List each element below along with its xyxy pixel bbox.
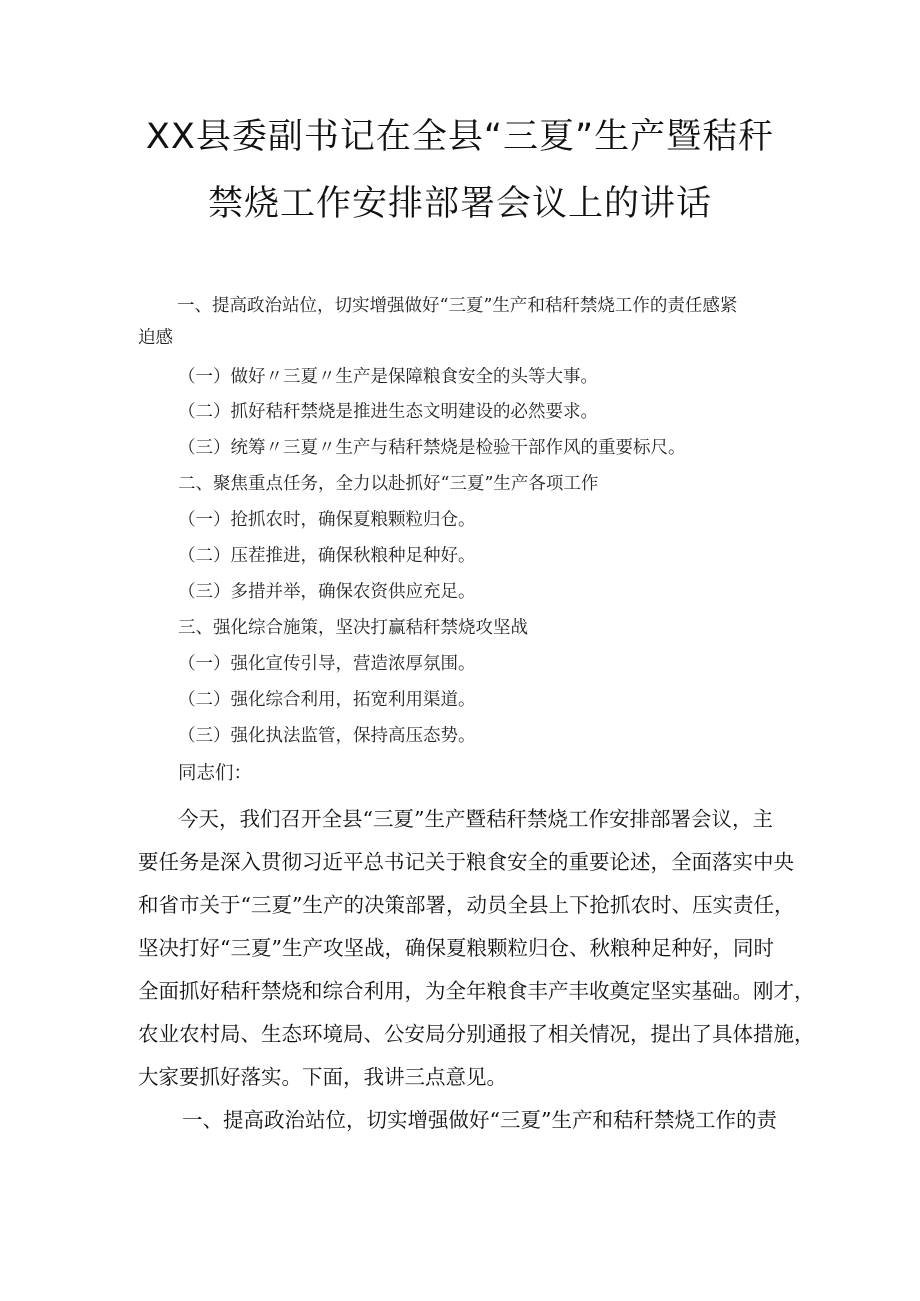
outline-section-3-item-3: （三）强化执法监管，保持高压态势。 xyxy=(178,726,476,746)
document-title-line-1: XX县委副书记在全县“三夏”生产暨秸秆 xyxy=(145,117,775,157)
outline-section-1-item-1: （一）做好〃三夏〃生产是保障粮食安全的头等大事。 xyxy=(178,367,598,387)
speech-paragraph-1-line-3: 和省市关于“三夏”生产的决策部署，动员全县上下抢抓农时、压实责任， xyxy=(138,893,795,917)
speech-paragraph-1-line-5: 全面抓好秸秆禁烧和综合利用，为全年粮食丰产丰收奠定坚实基础。刚才， xyxy=(138,979,815,1003)
outline-section-2-heading: 二、聚焦重点任务，全力以赴抓好“三夏”生产各项工作 xyxy=(178,474,599,494)
document-title-line-2: 禁烧工作安排部署会议上的讲话 xyxy=(207,184,712,224)
speech-paragraph-1-line-2: 要任务是深入贯彻习近平总书记关于粮食安全的重要论述，全面落实中央 xyxy=(138,850,794,874)
speech-paragraph-2-line-1: 一、提高政治站位，切实增强做好“三夏”生产和秸秆禁烧工作的责 xyxy=(182,1108,777,1132)
speech-greeting: 同志们： xyxy=(178,763,253,784)
outline-section-3-item-2: （二）强化综合利用，拓宽利用渠道。 xyxy=(178,690,476,710)
outline-section-3-item-1: （一）强化宣传引导，营造浓厚氛围。 xyxy=(178,654,476,674)
outline-section-2-item-1: （一）抢抓农时，确保夏粮颗粒归仓。 xyxy=(178,510,476,530)
speech-paragraph-1-line-7: 大家要抓好落实。下面，我讲三点意见。 xyxy=(138,1065,507,1089)
speech-paragraph-1-line-6: 农业农村局、生态环境局、公安局分别通报了相关情况，提出了具体措施， xyxy=(138,1022,815,1046)
outline-section-1-item-3: （三）统筹〃三夏〃生产与秸秆禁烧是检验干部作风的重要标尺。 xyxy=(178,438,686,458)
speech-paragraph-1-line-1: 今天，我们召开全县“三夏”生产暨秸秆禁烧工作安排部署会议，主 xyxy=(178,807,773,831)
outline-section-2-item-2: （二）压茬推进，确保秋粮种足种好。 xyxy=(178,546,476,566)
outline-section-2-item-3: （三）多措并举，确保农资供应充足。 xyxy=(178,582,476,602)
outline-section-1-item-2: （二）抓好秸秆禁烧是推进生态文明建设的必然要求。 xyxy=(178,402,598,422)
outline-section-1-heading-continued: 迫感 xyxy=(138,328,173,348)
outline-section-1-heading: 一、提高政治站位，切实增强做好“三夏”生产和秸秆禁烧工作的责任感紧 xyxy=(177,296,738,316)
outline-section-3-heading: 三、强化综合施策，坚决打赢秸秆禁烧攻坚战 xyxy=(178,618,528,638)
speech-paragraph-1-line-4: 坚决打好“三夏”生产攻坚战，确保夏粮颗粒归仓、秋粮种足种好，同时 xyxy=(138,936,774,960)
